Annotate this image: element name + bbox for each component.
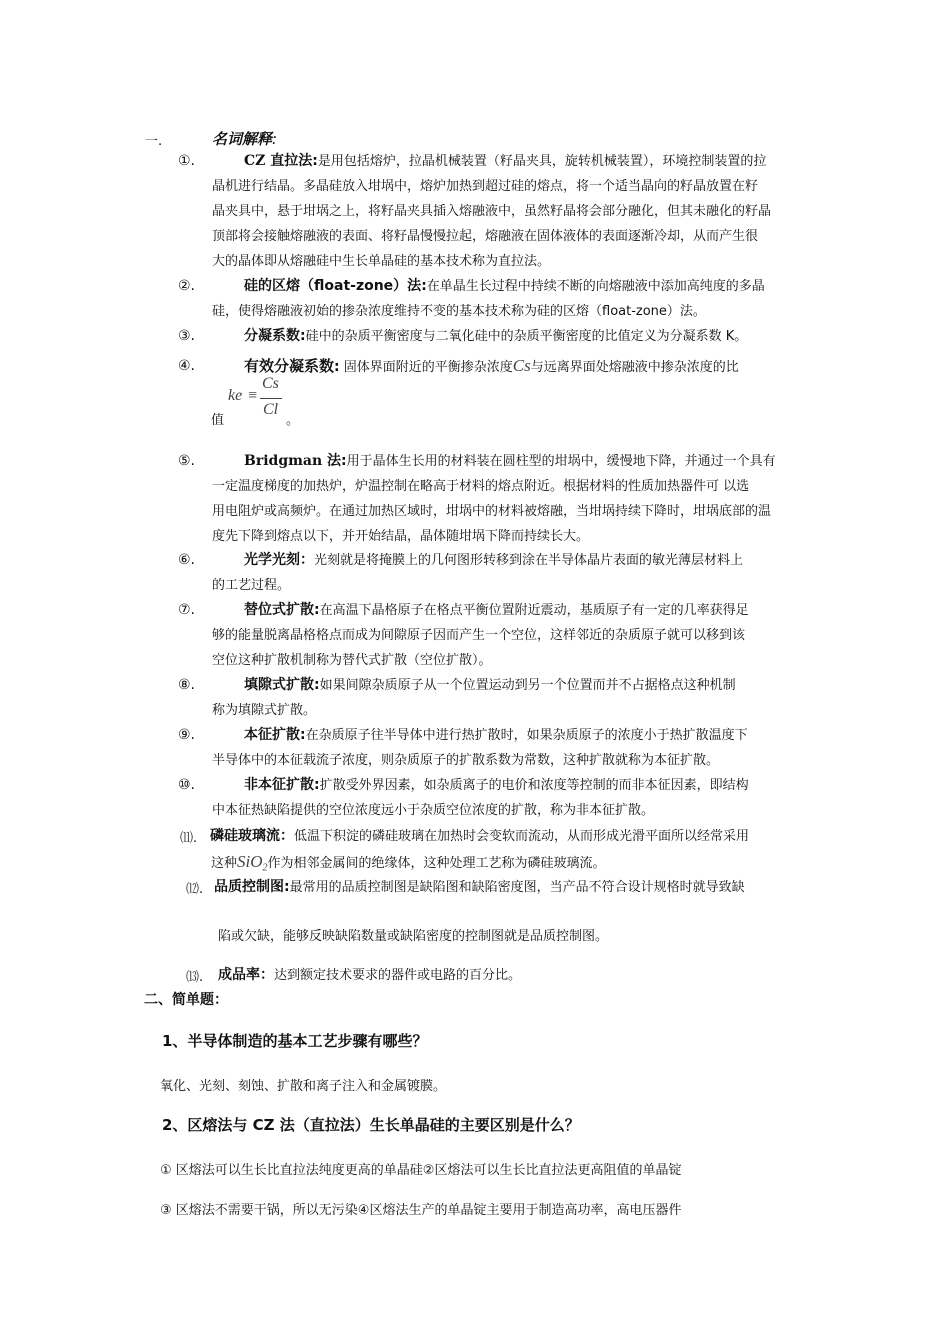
definition-line: 大的晶体即从熔融硅中生长单晶硅的基本技术称为直拉法。 bbox=[212, 254, 551, 269]
definition-line: 晶机进行结晶。多晶硅放入坩埚中，熔炉加热到超过硅的熔点，将一个适当晶向的籽晶放置在籽 bbox=[212, 179, 759, 194]
term-float-zone: 硅的区熔（float-zone）法 bbox=[244, 278, 422, 294]
section2-title: 二、简单题： bbox=[144, 992, 228, 1008]
term-extrinsic: 非本征扩散 bbox=[244, 777, 314, 793]
definition-text: 用于晶体生长用的材料装在圆柱型的坩埚中，缓慢地下降，并通过一个具有 bbox=[346, 454, 776, 469]
question-1-title: 1、半导体制造的基本工艺步骤有哪些？ bbox=[162, 1032, 428, 1050]
definition-text: 。 bbox=[286, 413, 300, 428]
item-number: ⑧. bbox=[178, 677, 196, 693]
question-1-answer: 氧化、光刻、刻蚀、扩散和离子注入和金属镀膜。 bbox=[160, 1079, 447, 1094]
section1-title-colon: : bbox=[272, 130, 278, 148]
term-psg-reflow: 磷硅玻璃流 bbox=[210, 828, 280, 844]
definition-line: 一定温度梯度的加热炉，炉温控制在略高于材料的熔点附近。根据材料的性质加热器件可 以选 bbox=[212, 479, 750, 494]
section1-title bbox=[212, 128, 277, 149]
term-effective-segregation: 有效分凝系数 bbox=[244, 357, 335, 375]
definition-line bbox=[212, 548, 812, 573]
item-number: ⑿. bbox=[186, 882, 204, 897]
definition-line: 半导体中的本征载流子浓度，则杂质原子的扩散系数为常数，这种扩散就称为本征扩散。 bbox=[212, 753, 720, 768]
definition-line: 用电阻炉或高频炉。在通过加热区域时，坩埚中的材料被熔融，当坩埚持续下降时，坩埚底部的温 bbox=[212, 504, 772, 519]
term-colon: : bbox=[300, 328, 306, 344]
item-number: ⑥. bbox=[178, 552, 196, 568]
term-colon: : bbox=[334, 359, 340, 375]
term-cz: CZ 直拉法 bbox=[244, 153, 313, 169]
item-number: ⑾. bbox=[180, 831, 198, 846]
cs-symbol: Cs bbox=[512, 356, 531, 375]
term-colon: : bbox=[314, 677, 320, 693]
definition-interstitial bbox=[212, 673, 812, 723]
definition-line bbox=[212, 673, 812, 698]
definition-cz bbox=[212, 149, 812, 274]
definition-effective-segregation bbox=[244, 355, 739, 376]
term-substitutional: 替位式扩散 bbox=[244, 602, 314, 618]
item-number: ⑩. bbox=[178, 777, 196, 793]
definition-psg-reflow bbox=[210, 825, 749, 845]
item-number: ⑤. bbox=[178, 453, 196, 469]
definition-substitutional bbox=[212, 598, 812, 673]
item-number: ③. bbox=[178, 328, 196, 344]
definition-text: 最常用的品质控制图是缺陷图和缺陷密度图，当产品不符合设计规格时就导致缺 bbox=[289, 880, 745, 895]
term-colon: : bbox=[341, 453, 347, 469]
formula-ke: ke bbox=[228, 387, 243, 404]
definition-line bbox=[212, 149, 812, 174]
definition-line bbox=[212, 723, 812, 748]
definition-segregation bbox=[212, 324, 812, 349]
definition-text: 是用包括熔炉，拉晶机械装置（籽晶夹具，旋转机械装置），环境控制装置的拉 bbox=[317, 154, 767, 169]
definition-line: 顶部将会接触熔融液的表面、将籽晶慢慢拉起，熔融液在固体液体的表面逐渐冷却，从而产生很 bbox=[212, 229, 759, 244]
definition-intrinsic bbox=[212, 723, 812, 773]
term-colon: : bbox=[300, 727, 306, 743]
definition-line: 度先下降到熔点以下，并开始结晶，晶体随坩埚下降而持续长大。 bbox=[212, 529, 590, 544]
term-segregation: 分凝系数 bbox=[244, 328, 300, 344]
term-interstitial: 填隙式扩散 bbox=[244, 677, 314, 693]
question-2-answer-line1: ① 区熔法可以生长比直拉法纯度更高的单晶硅②区熔法可以生长比直拉法更高阻值的单晶锭 bbox=[160, 1163, 682, 1178]
definition-quality-chart bbox=[214, 876, 745, 896]
definition-text: 低温下积淀的磷硅玻璃在加热时会变软而流动，从而形成光滑平面所以经常采用 bbox=[294, 829, 750, 844]
definition-text: 作为相邻金属间的绝缘体，这种处理工艺称为磷硅玻璃流。 bbox=[267, 856, 606, 871]
definition-line: 的工艺过程。 bbox=[212, 578, 291, 593]
definition-line bbox=[212, 449, 812, 474]
item-number: ①. bbox=[178, 153, 196, 169]
term-colon: ： bbox=[300, 552, 314, 568]
definition-text: 达到额定技术要求的器件或电路的百分比。 bbox=[274, 968, 522, 983]
definition-line bbox=[212, 274, 812, 299]
definition-line: 晶夹具中，悬于坩埚之上，将籽晶夹具插入熔融液中，虽然籽晶将会部分融化，但其未融化的籽晶 bbox=[212, 204, 772, 219]
term-colon: : bbox=[314, 777, 320, 793]
definition-text: 与远离界面处熔融液中掺杂浓度的比 bbox=[530, 360, 739, 375]
definition-text: 在杂质原子往半导体中进行热扩散时，如果杂质原子的浓度小于热扩散温度下 bbox=[305, 728, 748, 743]
term-colon: ： bbox=[260, 967, 274, 983]
definition-line: 空位这种扩散机制称为替代式扩散（空位扩散）。 bbox=[212, 653, 492, 668]
term-bridgman: Bridgman 法 bbox=[244, 453, 342, 469]
definition-text: 光刻就是将掩膜上的几何图形转移到涂在半导体晶片表面的敏光薄层材料上 bbox=[314, 553, 744, 568]
definition-photolithography bbox=[212, 548, 812, 598]
definition-text: 固体界面附近的平衡掺杂浓度 bbox=[343, 360, 513, 375]
sio2-symbol: SiO bbox=[237, 852, 263, 871]
definition-bridgman bbox=[212, 449, 812, 549]
fraction-bar bbox=[260, 398, 282, 399]
definition-text: 在高温下晶格原子在格点平衡位置附近震动，基质原子有一定的几率获得足 bbox=[319, 603, 749, 618]
definition-line bbox=[212, 773, 812, 798]
question-2-title: 2、区熔法与 CZ 法（直拉法）生长单晶硅的主要区别是什么？ bbox=[162, 1116, 580, 1134]
definition-line: 中本征热缺陷提供的空位浓度远小于杂质空位浓度的扩散，称为非本征扩散。 bbox=[212, 803, 655, 818]
definition-text: 扩散受外界因素，如杂质离子的电价和浓度等控制的而非本征因素，即结构 bbox=[319, 778, 749, 793]
term-yield: 成品率 bbox=[218, 967, 260, 983]
formula-numerator: Cs bbox=[262, 375, 279, 392]
term-colon: : bbox=[314, 602, 320, 618]
sio2-subscript: 2 bbox=[262, 862, 268, 874]
question-2-answer-line2: ③ 区熔法不需要干锅，所以无污染④区熔法生产的单晶锭主要用于制造高功率，高电压器件 bbox=[160, 1203, 682, 1218]
definition-line bbox=[212, 324, 812, 349]
item-number: ④. bbox=[178, 358, 196, 374]
term-colon: : bbox=[312, 153, 318, 169]
formula-equiv: ≡ bbox=[248, 387, 258, 404]
formula-denominator: Cl bbox=[263, 401, 279, 418]
definition-float-zone bbox=[212, 274, 812, 324]
definition-text: 值 bbox=[211, 413, 225, 428]
item-number: ②. bbox=[178, 278, 196, 294]
definition-extrinsic bbox=[212, 773, 812, 823]
section1-number: 一. bbox=[145, 134, 163, 149]
item-number: ⑦. bbox=[178, 602, 196, 618]
definition-line bbox=[212, 598, 812, 623]
term-colon: ： bbox=[280, 828, 294, 844]
section1-title-text: 名词解释 bbox=[212, 130, 273, 148]
term-colon: : bbox=[284, 879, 290, 895]
definition-text: 硅中的杂质平衡密度与二氧化硅中的杂质平衡密度的比值定义为分凝系数 K。 bbox=[305, 329, 748, 344]
definition-text: 在单晶生长过程中持续不断的向熔融液中添加高纯度的多晶 bbox=[426, 279, 765, 294]
definition-line: 够的能量脱离晶格格点而成为间隙原子因而产生一个空位，这样邻近的杂质原子就可以移到该 bbox=[212, 628, 746, 643]
term-colon: : bbox=[421, 278, 427, 294]
item-number: ⒀. bbox=[186, 970, 204, 985]
definition-line: 硅，使得熔融液初始的掺杂浓度维持不变的基本技术称为硅的区熔（float-zone）法。 bbox=[212, 304, 706, 319]
item-number: ⑨. bbox=[178, 727, 196, 743]
definition-line bbox=[211, 852, 606, 874]
term-photolithography: 光学光刻 bbox=[244, 552, 300, 568]
definition-line: 陷或欠缺，能够反映缺陷数量或缺陷密度的控制图就是品质控制图。 bbox=[218, 929, 609, 944]
term-quality-chart: 品质控制图 bbox=[214, 879, 284, 895]
definition-yield bbox=[218, 964, 521, 984]
definition-line: 称为填隙式扩散。 bbox=[212, 703, 317, 718]
definition-text: 这种 bbox=[211, 856, 238, 871]
term-intrinsic: 本征扩散 bbox=[244, 727, 300, 743]
definition-text: 如果间隙杂质原子从一个位置运动到另一个位置而并不占据格点这种机制 bbox=[319, 678, 736, 693]
